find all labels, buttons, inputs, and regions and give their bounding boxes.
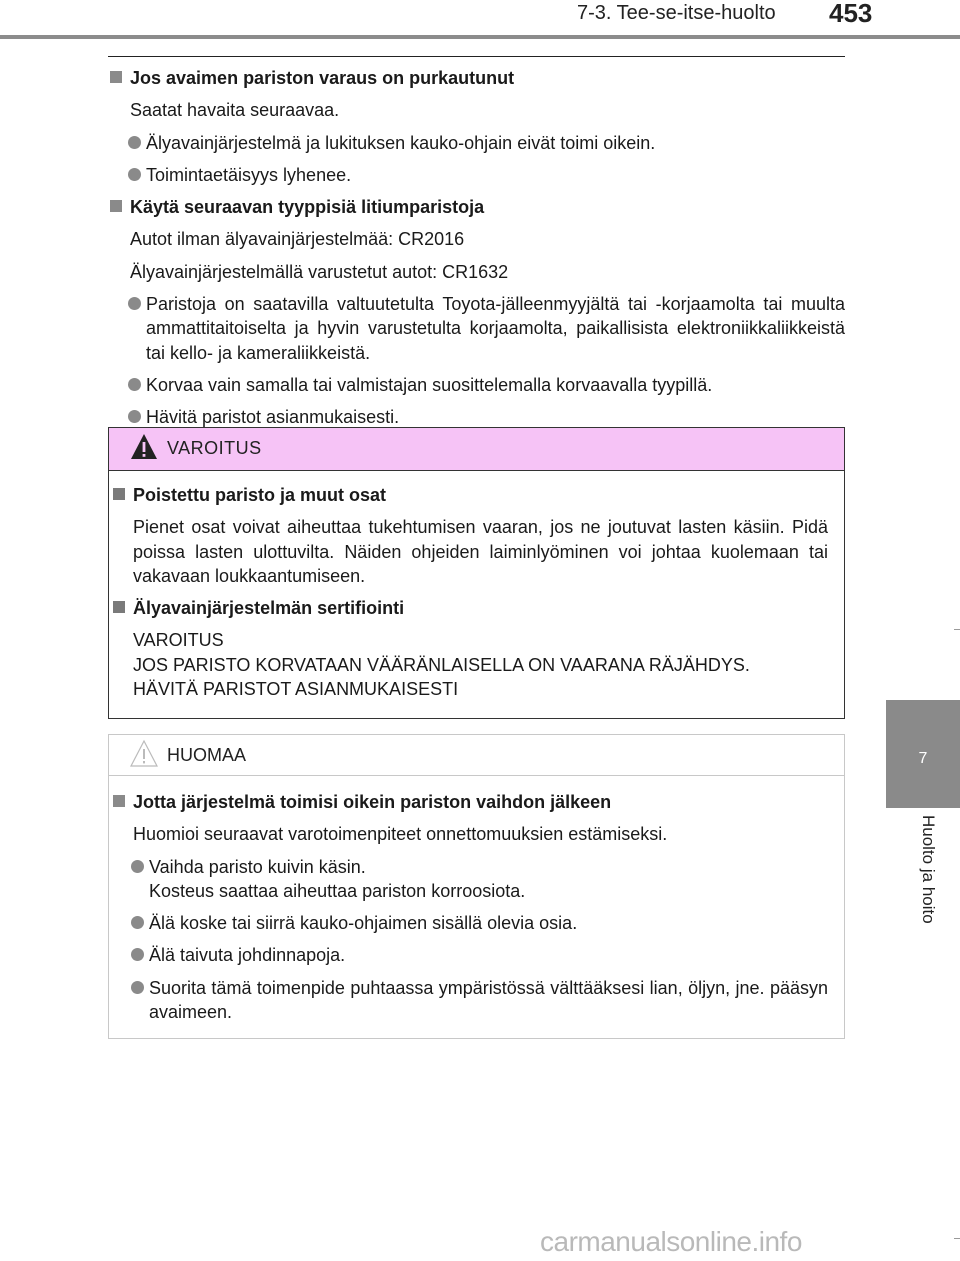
list-item-text: Paristoja on saatavilla valtuutetulta Toyota-jälleenmyyjältä tai -korjaamolta tai muulta ammattitaitoiselta ja hyvin varustetulta korjaamolta, paikallisista elektroniikkaliikkeistä tai kello- ja kameraliikkeistä. — [146, 294, 845, 363]
square-bullet-icon — [110, 200, 122, 212]
list-item-text: Vaihda paristo kuivin käsin. — [149, 856, 366, 877]
circle-bullet-icon — [131, 860, 144, 873]
list-item-text: Suorita tämä toimenpide puhtaassa ympäristössä välttääksesi lian, öljyn, jne. pääsyn avaimeen. — [149, 977, 828, 1023]
heading-text: Älyavainjärjestelmän sertifiointi — [133, 598, 405, 619]
list-item — [111, 855, 828, 904]
list-item — [108, 405, 845, 429]
header-divider — [0, 35, 960, 39]
section-heading — [108, 66, 845, 90]
paragraph: Huomioi seuraavat varotoimenpiteet onnettomuuksien estämiseksi. — [133, 824, 668, 845]
list-item-text: Älä koske tai siirrä kauko-ohjaimen sisällä olevia osia. — [149, 913, 578, 934]
list-item — [111, 976, 828, 1025]
text-line: JOS PARISTO KORVATAAN VÄÄRÄNLAISELLA ON VAARANA RÄJÄHDYS. — [133, 654, 750, 675]
heading-text: Poistettu paristo ja muut osat — [133, 485, 387, 505]
square-bullet-icon — [113, 601, 125, 613]
notice-box — [108, 734, 845, 1039]
warning-title: VAROITUS — [167, 438, 262, 458]
text-line: HÄVITÄ PARISTOT ASIANMUKAISESTI — [133, 679, 459, 700]
warning-triangle-icon — [129, 432, 159, 462]
circle-bullet-icon — [128, 378, 141, 391]
notice-header — [109, 735, 844, 776]
circle-bullet-icon — [131, 916, 144, 929]
list-item — [108, 131, 845, 155]
heading-text: Jotta järjestelmä toimisi oikein pariston vaihdon jälkeen — [133, 792, 612, 812]
list-item-text: Korvaa vain samalla tai valmistajan suosittelemalla korvaavalla tyypillä. — [146, 374, 713, 395]
margin-tick — [954, 1238, 960, 1239]
circle-bullet-icon — [128, 168, 141, 181]
paragraph: Saatat havaita seuraavaa. — [130, 100, 340, 121]
chapter-number: 7 — [918, 750, 928, 767]
watermark-link[interactable]: carmanualsonline.info — [540, 1226, 802, 1257]
notice-title: HUOMAA — [167, 745, 247, 765]
square-bullet-icon — [110, 71, 122, 83]
chapter-tab — [886, 700, 960, 808]
list-item-text: Kosteus saattaa aiheuttaa pariston korroosiota. — [149, 880, 526, 901]
square-bullet-icon — [113, 795, 125, 807]
warning-heading — [111, 596, 828, 620]
caution-triangle-icon — [129, 739, 159, 769]
warning-header — [109, 428, 844, 471]
paragraph: Älyavainjärjestelmällä varustetut autot: CR1632 — [130, 261, 509, 282]
circle-bullet-icon — [131, 948, 144, 961]
section-title: 7-3. Tee-se-itse-huolto — [577, 2, 776, 24]
heading-text: Jos avaimen pariston varaus on purkautunut — [130, 68, 515, 88]
section-heading — [108, 195, 845, 219]
heading-text: Käytä seuraavan tyyppisiä litiumparistoja — [130, 197, 485, 218]
warning-body — [109, 471, 844, 701]
notice-heading — [111, 790, 828, 814]
list-item-text: Hävitä paristot asianmukaisesti. — [146, 407, 400, 428]
circle-bullet-icon — [128, 297, 141, 310]
paragraph: Autot ilman älyavainjärjestelmää: CR2016 — [130, 229, 465, 250]
list-item — [108, 163, 845, 187]
margin-tick — [954, 629, 960, 630]
list-item — [111, 943, 828, 967]
list-item-text: Toimintaetäisyys lyhenee. — [146, 164, 352, 185]
circle-bullet-icon — [128, 410, 141, 423]
circle-bullet-icon — [131, 981, 144, 994]
chapter-label: Huolto ja hoito — [919, 815, 938, 924]
circle-bullet-icon — [128, 136, 141, 149]
warning-box — [108, 427, 845, 719]
page-number: 453 — [829, 0, 873, 28]
paragraph: Pienet osat voivat aiheuttaa tukehtumisen vaaran, jos ne joutuvat lasten käsiin. Pidä poissa lasten ulottuvilta. Näiden ohjeiden laiminlyöminen voi johtaa kuolemaan tai vakavaan loukkaantumiseen. — [133, 517, 828, 586]
warning-heading — [111, 483, 828, 507]
list-item — [108, 292, 845, 365]
notice-body — [109, 776, 844, 1024]
square-bullet-icon — [113, 488, 125, 500]
list-item — [108, 373, 845, 397]
paragraph — [111, 628, 828, 701]
list-item-text: Älyavainjärjestelmä ja lukituksen kauko-ohjain eivät toimi oikein. — [146, 132, 656, 153]
list-item-text: Älä taivuta johdinnapoja. — [149, 945, 346, 966]
list-item — [111, 911, 828, 935]
text-line: VAROITUS — [133, 630, 224, 651]
content-divider — [108, 56, 845, 57]
main-content — [108, 66, 845, 438]
